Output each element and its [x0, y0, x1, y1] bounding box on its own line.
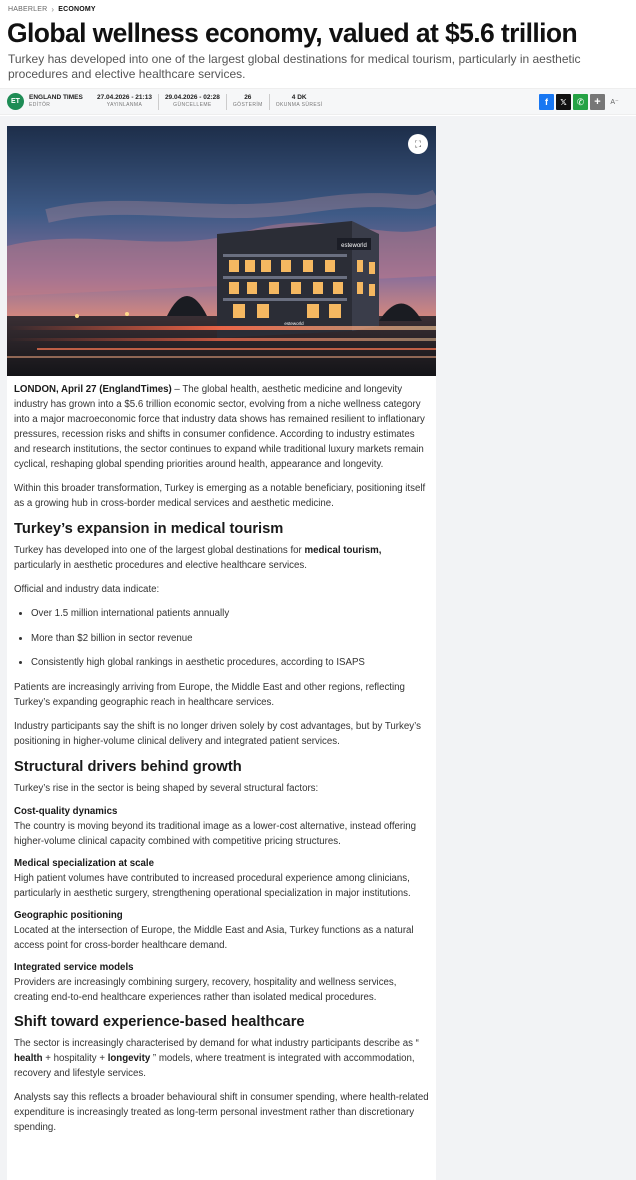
factor-item — [14, 857, 429, 901]
updated-date: 29.04.2026 - 02:28 — [164, 94, 220, 101]
lead-text: – The global health, aesthetic medicine and longevity industry has grown into a $5.6 trillion economic sector, evolving from a niche wellness category into a major macroeconomic force that industry data shows has remained resilient to inflationary pressures, recession risks and shifts in consumer confidence. According to industry estimates and research institutions, the sector continues to expand while traditional luxury markets remain cyclical, reshaping global spending priorities around health, appearance and longevity. — [14, 384, 425, 470]
factor-title: Geographic positioning — [14, 909, 123, 921]
views-label: GÖSTERİM — [232, 102, 263, 108]
read-time: 4 DK — [291, 94, 307, 101]
building-sign: esteworld — [341, 243, 367, 249]
paragraph: Official and industry data indicate: — [14, 584, 160, 595]
dateline: LONDON, April 27 (EnglandTimes) — [14, 384, 172, 395]
share-bar — [539, 94, 622, 110]
factor-text: Located at the intersection of Europe, the Middle East and Asia, Turkey functions as a natural access point for cross-border healthcare demand. — [14, 924, 414, 951]
paragraph: Industry participants say the shift is no longer driven solely by cost advantages, but by Turkey’s positioning in higher-volume clinical delivery and integrated patient services. — [14, 720, 421, 747]
factor-title: Cost-quality dynamics — [14, 805, 118, 817]
read-time-stat — [270, 94, 329, 110]
page-title: Global wellness economy, valued at $5.6 trillion — [7, 18, 578, 48]
published-date: 27.04.2026 - 21:13 — [97, 94, 152, 101]
breadcrumb-category-link[interactable]: ECONOMY — [58, 6, 96, 13]
views-count: 26 — [244, 94, 252, 101]
hero-image — [7, 126, 436, 376]
section-heading-experience: Shift toward experience-based healthcare — [14, 1013, 305, 1030]
author-info[interactable] — [7, 93, 83, 110]
lead-paragraph — [14, 382, 429, 472]
paragraph: Within this broader transformation, Turkey is emerging as a notable beneficiary, positioning itself as a growing hub in cross-border medical services and aesthetic medicine. — [14, 483, 426, 509]
paragraph: Patients are increasingly arriving from Europe, the Middle East and other regions, reflecting Turkey’s expanding geographic reach in healthcare services. — [14, 681, 405, 708]
factor-item — [14, 961, 429, 1005]
list-item: • Over 1.5 million international patients annually — [31, 606, 429, 621]
author-role: EDİTÖR — [29, 102, 51, 108]
data-list — [31, 606, 429, 670]
paragraph: Analysts say this reflects a broader behavioural shift in consumer spending, where health-related expenditure is increasingly treated as long-term personal investment rather than discretionary spending. — [14, 1091, 429, 1133]
font-size-button[interactable]: A⁻ — [610, 99, 619, 106]
paragraph — [14, 543, 429, 573]
article-meta-bar — [0, 88, 636, 115]
article-body — [7, 126, 436, 1180]
medical-tourism-link[interactable]: medical tourism, — [304, 545, 382, 556]
paragraph-text: The sector is increasingly characterised by demand for what industry participants describe as “ — [14, 1037, 419, 1049]
factor-text: Providers are increasingly combining surgery, recovery, hospitality and wellness services, creating end-to-end healthcare experiences rather than isolated medical procedures. — [14, 976, 397, 1003]
health-keyword: health — [14, 1052, 43, 1064]
article-stats — [91, 94, 329, 110]
paragraph — [14, 1036, 429, 1081]
section-heading-expansion: Turkey’s expansion in medical tourism — [14, 521, 284, 537]
whatsapp-share-button[interactable]: ✆ — [573, 94, 588, 110]
list-item: • More than $2 billion in sector revenue — [31, 631, 429, 646]
breadcrumb-home-link[interactable]: HABERLER — [8, 6, 48, 13]
building-photo — [7, 126, 436, 376]
paragraph-text: + hospitality + — [42, 1052, 108, 1064]
breadcrumb — [8, 5, 96, 14]
factor-text: The country is moving beyond its traditional image as a lower-cost alternative, instead offering higher-volume clinical capacity combined with competitive pricing structures. — [14, 820, 417, 847]
paragraph-text: Turkey has developed into one of the largest global destinations for — [14, 545, 305, 556]
updated-label: GÜNCELLEME — [173, 102, 212, 108]
paragraph-text: ” models, where treatment is integrated with accommodation, recovery and lifestyle services. — [14, 1052, 415, 1079]
factor-text: High patient volumes have contributed to increased procedural experience among clinicians, particularly in aesthetic surgery, strengthening operational specialization in major institutions. — [14, 872, 411, 899]
entrance-sign: esteworld — [284, 321, 304, 326]
chevron-right-icon: › — [51, 5, 55, 14]
list-item: • Consistently high global rankings in aesthetic procedures, according to ISAPS — [31, 655, 429, 670]
factor-item — [14, 805, 429, 849]
more-share-button[interactable]: + — [590, 94, 605, 110]
author-name: ENGLAND TIMES — [29, 94, 83, 101]
facebook-share-button[interactable]: f — [539, 94, 554, 110]
article-subtitle: Turkey has developed into one of the largest global destinations for medical tourism, particularly in aesthetic procedures and elective healthcare services. — [8, 52, 581, 81]
article-text — [7, 382, 436, 1135]
factor-title: Medical specialization at scale — [14, 857, 154, 869]
factor-title: Integrated service models — [14, 961, 134, 973]
read-time-label: OKUNMA SÜRESİ — [275, 102, 323, 108]
fullscreen-icon[interactable]: ⛶ — [408, 134, 428, 154]
paragraph-text: particularly in aesthetic procedures and elective healthcare services. — [14, 560, 307, 571]
published-stat — [91, 94, 159, 110]
section-heading-drivers: Structural drivers behind growth — [14, 758, 242, 775]
x-share-button[interactable]: 𝕏 — [556, 94, 571, 110]
views-stat — [227, 94, 270, 110]
factor-item — [14, 909, 429, 953]
longevity-keyword: longevity — [107, 1052, 151, 1064]
updated-stat — [159, 94, 227, 110]
paragraph: Turkey’s rise in the sector is being shaped by several structural factors: — [14, 782, 319, 794]
avatar: ET — [7, 93, 24, 110]
published-label: YAYINLANMA — [106, 102, 143, 108]
